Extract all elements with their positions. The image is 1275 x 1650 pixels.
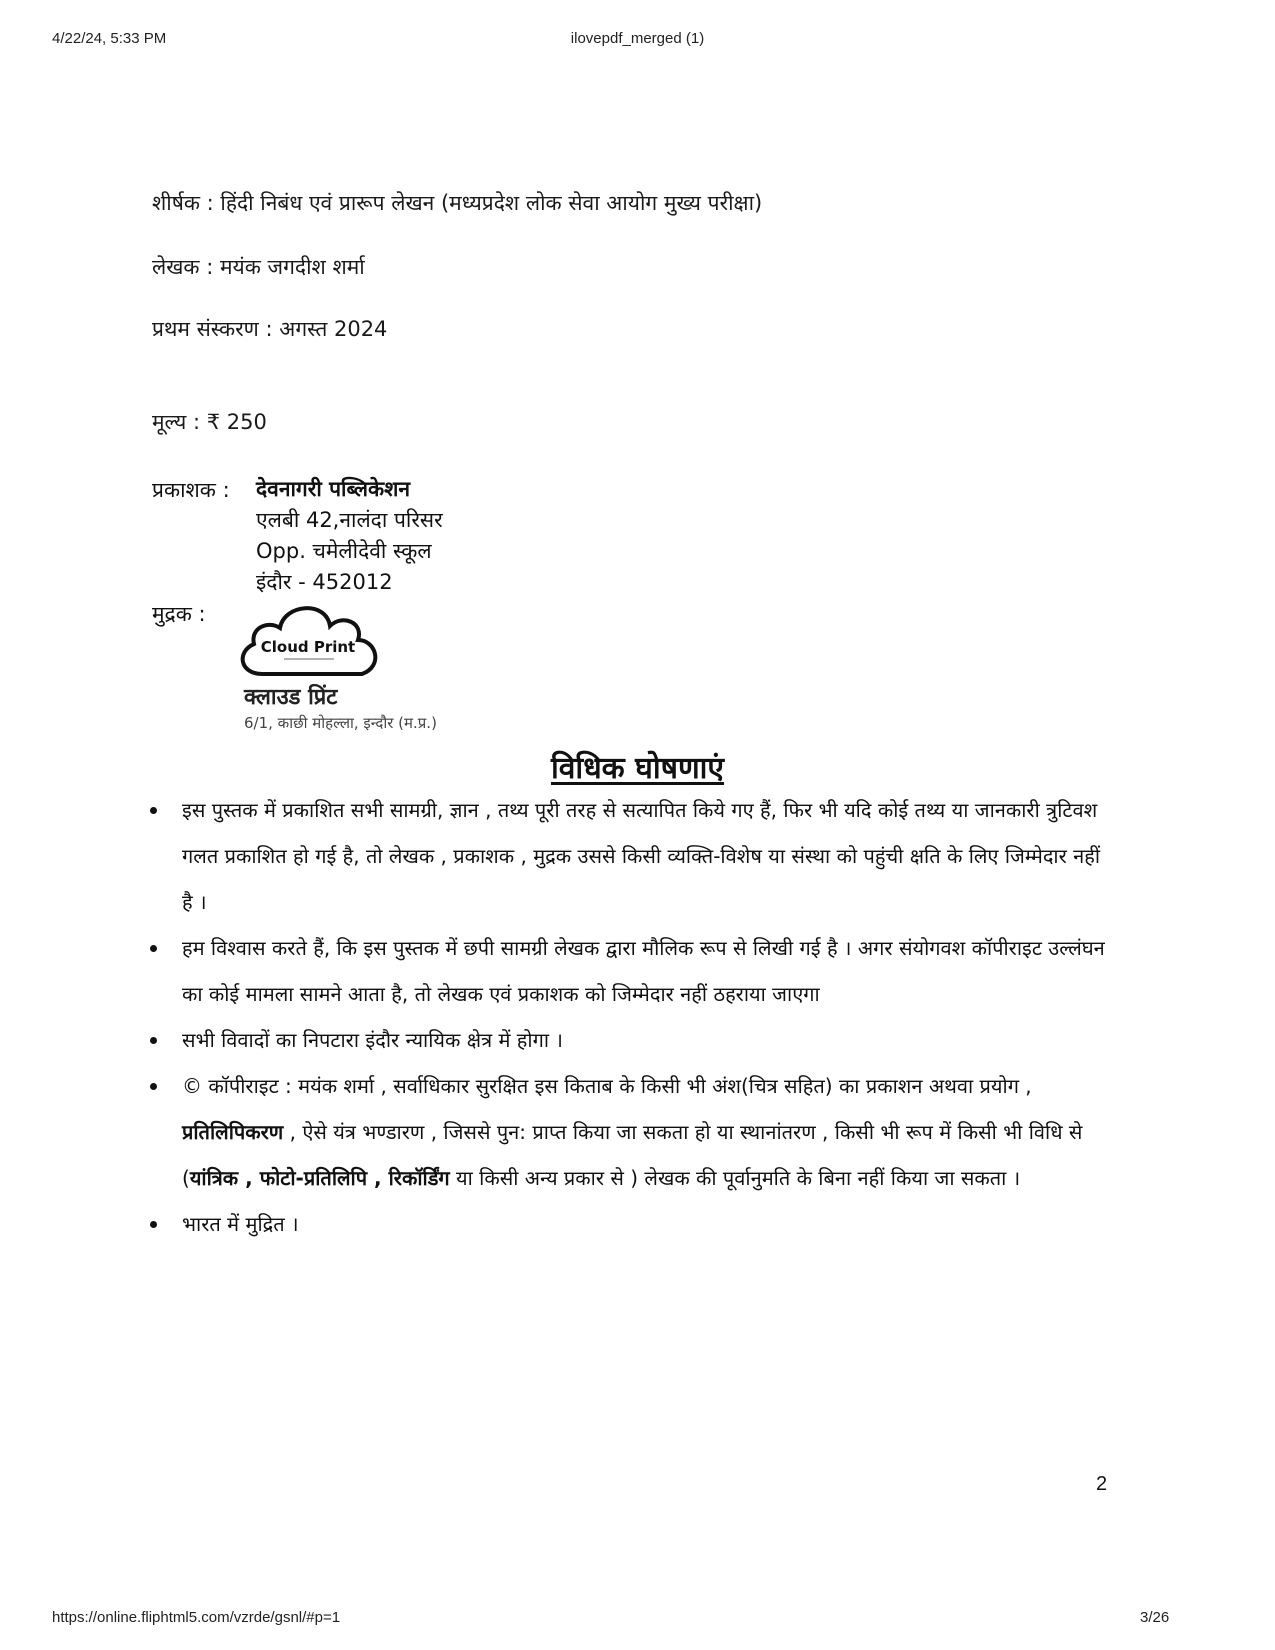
print-url: https://online.fliphtml5.com/vzrde/gsnl/#p=1 bbox=[52, 1609, 341, 1626]
legal-item-text: सभी विवादों का निपटारा इंदौर न्यायिक क्षेत्र में होगा । bbox=[182, 1028, 563, 1052]
publisher-address-line: इंदौर - 452012 bbox=[256, 570, 393, 594]
logo-text: Cloud Print bbox=[260, 638, 356, 656]
copyright-bold-text: यांत्रिक , फोटो-प्रतिलिपि , रिकॉर्डिंग bbox=[189, 1166, 450, 1190]
legal-item bbox=[146, 787, 1116, 925]
legal-heading: विधिक घोषणाएं bbox=[550, 751, 725, 786]
legal-item bbox=[146, 1017, 1116, 1063]
legal-list bbox=[146, 787, 1116, 1247]
page-number: 2 bbox=[1096, 1473, 1108, 1495]
printer-address: 6/1, काछी मोहल्ला, इन्दौर (म.प्र.) bbox=[244, 714, 437, 732]
cloud-icon bbox=[234, 592, 484, 682]
book-author: लेखक : मयंक जगदीश शर्मा bbox=[152, 255, 365, 279]
legal-item bbox=[146, 1201, 1116, 1247]
print-page-count: 3/26 bbox=[1140, 1609, 1170, 1626]
copyright-text: , ऐसे यंत्र भण्डारण , जिससे पुन: प्राप्त किया जा सकता हो या स्थानांतरण , किसी भी रूप में किसी भी विधि से ( bbox=[182, 1120, 1083, 1190]
print-datetime: 4/22/24, 5:33 PM bbox=[52, 30, 167, 47]
cloud-print-logo bbox=[234, 592, 484, 732]
legal-item bbox=[146, 925, 1116, 1017]
printer-name-hindi: क्लाउड प्रिंट bbox=[244, 685, 338, 710]
copyright-text: या किसी अन्य प्रकार से ) लेखक की पूर्वानुमति के बिना नहीं किया जा सकता । bbox=[449, 1166, 1021, 1190]
book-price: मूल्य : ₹ 250 bbox=[152, 410, 267, 434]
publisher-label: प्रकाशक : bbox=[152, 478, 230, 502]
book-edition: प्रथम संस्करण : अगस्त 2024 bbox=[152, 317, 388, 341]
publisher-name: देवनागरी पब्लिकेशन bbox=[256, 477, 411, 501]
publisher-block bbox=[256, 474, 443, 598]
publisher-address-line: Opp. चमेलीदेवी स्कूल bbox=[256, 539, 432, 563]
print-doc-title: ilovepdf_merged (1) bbox=[570, 30, 705, 47]
legal-item-text: हम विश्वास करते हैं, कि इस पुस्तक में छपी सामग्री लेखक द्वारा मौलिक रूप से लिखी गई है । अगर संयोगवश कॉपीराइट उल्लंघन का कोई मामला सामने आता है, तो लेखक एवं प्रकाशक को जिम्मेदार नहीं ठहराया जाएगा bbox=[182, 936, 1105, 1006]
legal-item-copyright bbox=[146, 1063, 1116, 1201]
copyright-bold-text: प्रतिलिपिकरण bbox=[182, 1120, 284, 1144]
copyright-text: © कॉपीराइट : मयंक शर्मा , सर्वाधिकार सुरक्षित इस किताब के किसी भी अंश(चित्र सहित) का प्रकाशन अथवा प्रयोग , bbox=[182, 1074, 1032, 1098]
book-title: शीर्षक : हिंदी निबंध एवं प्रारूप लेखन (मध्यप्रदेश लोक सेवा आयोग मुख्य परीक्षा) bbox=[152, 191, 763, 215]
publisher-address-line: एलबी 42,नालंदा परिसर bbox=[256, 508, 443, 532]
legal-item-text: इस पुस्तक में प्रकाशित सभी सामग्री, ज्ञान , तथ्य पूरी तरह से सत्यापित किये गए हैं, फिर भी यदि कोई तथ्य या जानकारी त्रुटिवश गलत प्रकाशित हो गई है, तो लेखक , प्रकाशक , मुद्रक उससे किसी व्यक्ति-विशेष या संस्था को पहुंची क्षति के लिए जिम्मेदार नहीं है । bbox=[182, 798, 1101, 914]
printer-label: मुद्रक : bbox=[152, 602, 206, 626]
legal-item-text: भारत में मुद्रित । bbox=[182, 1212, 299, 1236]
